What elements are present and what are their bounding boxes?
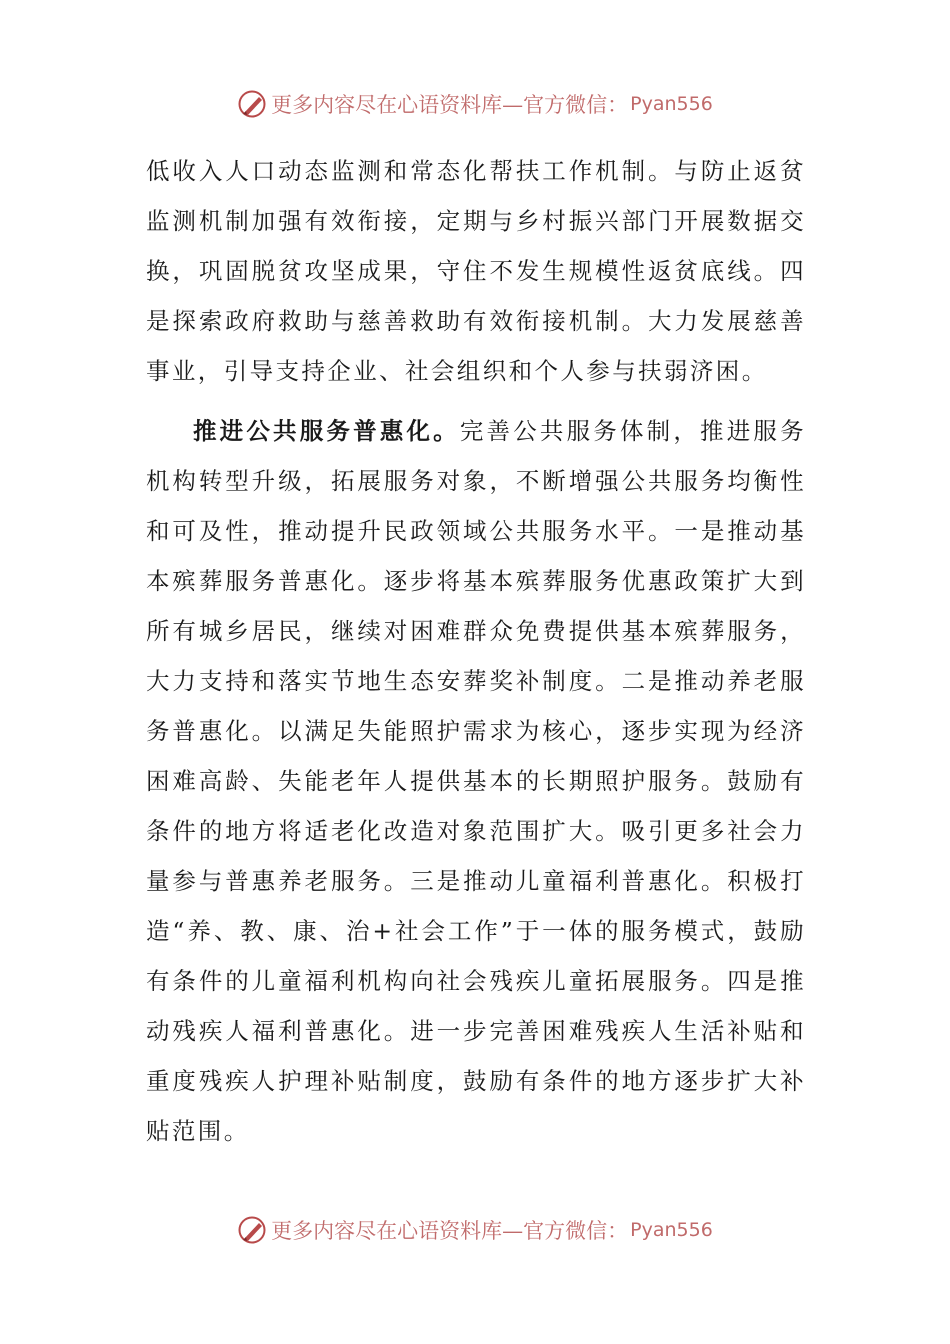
paragraph: [146, 406, 806, 1156]
watermark-wechat-id: Pyan556: [630, 1219, 713, 1241]
pen-logo-icon: [237, 1215, 267, 1245]
watermark-text: 更多内容尽在心语资料库—官方微信：: [271, 93, 629, 117]
paragraph-text: 低收入人口动态监测和常态化帮扶工作机制。与防止返贫监测机制加强有效衔接，定期与乡村振兴部门开展数据交换，巩固脱贫攻坚成果，守住不发生规模性返贫底线。四是探索政府救助与慈善救助有效衔接机制。大力发展慈善事业，引导支持企业、社会组织和个人参与扶弱济困。: [146, 157, 806, 385]
footer-watermark: [0, 1210, 950, 1250]
header-watermark: [0, 84, 950, 124]
watermark-wechat-id: Pyan556: [630, 93, 713, 115]
document-body: [146, 146, 806, 1156]
paragraph: [146, 146, 806, 396]
pen-logo-icon: [237, 89, 267, 119]
paragraph-text: 完善公共服务体制，推进服务机构转型升级，拓展服务对象，不断增强公共服务均衡性和可及性，推动提升民政领域公共服务水平。一是推动基本殡葬服务普惠化。逐步将基本殡葬服务优惠政策扩大到所有城乡居民，继续对困难群众免费提供基本殡葬服务，大力支持和落实节地生态安葬奖补制度。二是推动养老服务普惠化。以满足失能照护需求为核心，逐步实现为经济困难高龄、失能老年人提供基本的长期照护服务。鼓励有条件的地方将适老化改造对象范围扩大。吸引更多社会力量参与普惠养老服务。三是推动儿童福利普惠化。积极打造“养、教、康、治+社会工作”于一体的服务模式，鼓励有条件的儿童福利机构向社会残疾儿童拓展服务。四是推动残疾人福利普惠化。进一步完善困难残疾人生活补贴和重度残疾人护理补贴制度，鼓励有条件的地方逐步扩大补贴范围。: [146, 417, 807, 1145]
watermark-text: 更多内容尽在心语资料库—官方微信：: [271, 1219, 629, 1243]
section-heading: 推进公共服务普惠化。: [193, 417, 460, 445]
